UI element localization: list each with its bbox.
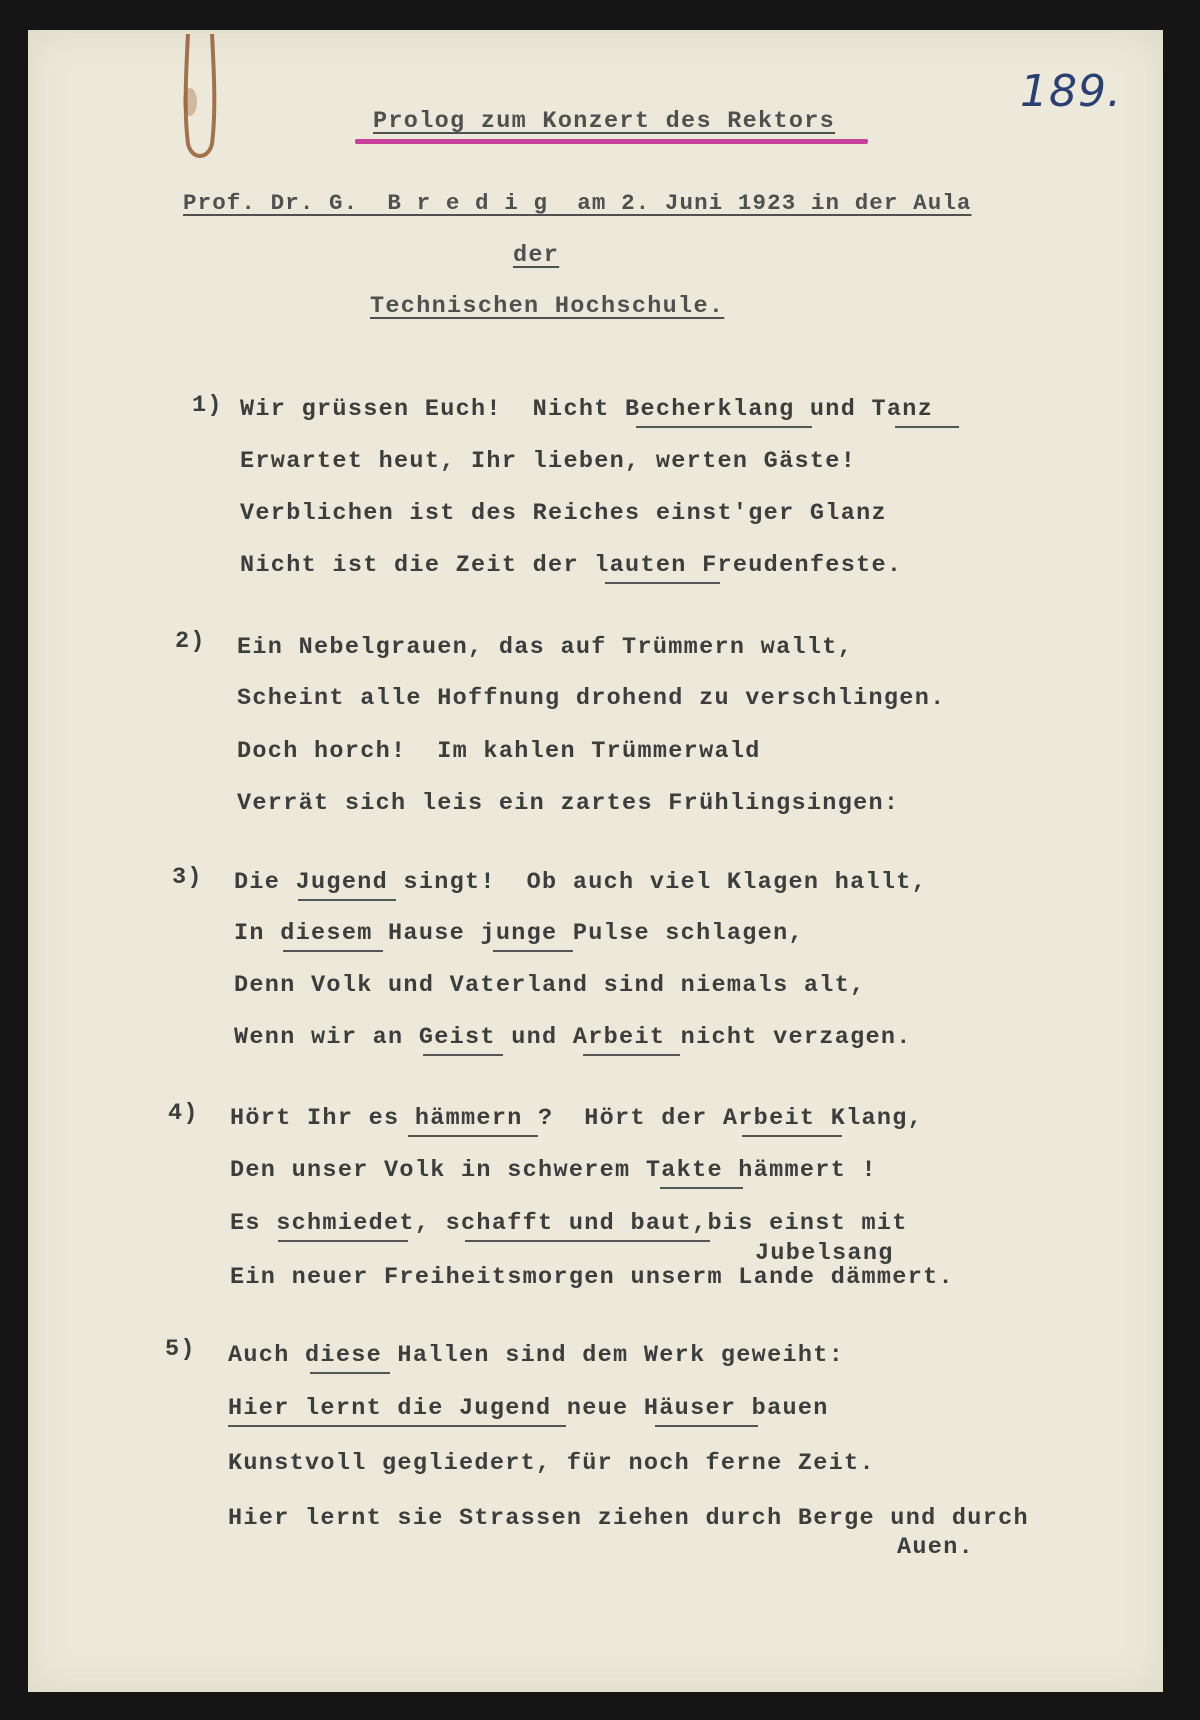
word-underline xyxy=(228,1425,566,1427)
verse-line: Nicht ist die Zeit der lauten Freudenfeste. xyxy=(240,552,903,579)
verse-line: Den unser Volk in schwerem Takte hämmert ! xyxy=(230,1157,877,1184)
word-underline xyxy=(660,1187,743,1189)
word-underline xyxy=(583,1054,680,1056)
verse-line: Doch horch! Im kahlen Trümmerwald xyxy=(237,738,761,765)
word-underline xyxy=(465,1240,710,1242)
verse-interlinear-insert: Jubelsang xyxy=(755,1240,894,1267)
verse-line: Hier lernt sie Strassen ziehen durch Berge und durch xyxy=(228,1505,1029,1532)
verse-line: Verrät sich leis ein zartes Frühlingsingen: xyxy=(237,790,900,817)
verse-line: Hört Ihr es hämmern ? Hört der Arbeit Klang, xyxy=(230,1105,924,1132)
verse-line: Erwartet heut, Ihr lieben, werten Gäste! xyxy=(240,448,857,475)
word-underline xyxy=(636,426,812,428)
verse-line: Wenn wir an Geist und Arbeit nicht verzagen. xyxy=(234,1024,912,1051)
verse-line: Auch diese Hallen sind dem Werk geweiht: xyxy=(228,1342,845,1369)
word-underline xyxy=(298,899,396,901)
page-number: 189. xyxy=(1020,66,1122,117)
verse-line: Es schmiedet, schafft und baut,bis einst mit xyxy=(230,1210,908,1237)
verse-line: Ein neuer Freiheitsmorgen unserm Lande dämmert. xyxy=(230,1264,954,1291)
stanza-number: 3) xyxy=(172,864,203,891)
document-page xyxy=(28,30,1163,1692)
word-underline xyxy=(278,1240,408,1242)
stanza-number: 2) xyxy=(175,628,206,655)
stanza-number: 1) xyxy=(192,392,223,419)
stanza-number: 5) xyxy=(165,1336,196,1363)
verse-line: Wir grüssen Euch! Nicht Becherklang und Tanz xyxy=(240,396,934,423)
word-underline xyxy=(605,582,720,584)
word-underline xyxy=(895,426,959,428)
document-title: Prolog zum Konzert des Rektors xyxy=(373,108,836,135)
verse-line: Scheint alle Hoffnung drohend zu verschlingen. xyxy=(237,685,946,712)
verse-line: Ein Nebelgrauen, das auf Trümmern wallt, xyxy=(237,634,854,661)
stanza-number: 4) xyxy=(168,1100,199,1127)
verse-line: Denn Volk und Vaterland sind niemals alt, xyxy=(234,972,866,999)
verse-line: Auen. xyxy=(897,1534,975,1561)
verse-line: In diesem Hause junge Pulse schlagen, xyxy=(234,920,804,947)
verse-line: Verblichen ist des Reiches einst'ger Glanz xyxy=(240,500,887,527)
title-highlight-bar xyxy=(355,139,868,144)
verse-line: Die Jugend singt! Ob auch viel Klagen hallt, xyxy=(234,869,928,896)
word-underline xyxy=(310,1372,390,1374)
subtitle-institution: Technischen Hochschule. xyxy=(370,293,725,320)
subtitle-der: der xyxy=(513,242,560,269)
verse-line: Hier lernt die Jugend neue Häuser bauen xyxy=(228,1395,829,1422)
word-underline xyxy=(742,1135,842,1137)
subtitle-line: Prof. Dr. G. B r e d i g am 2. Juni 1923 in der Aula xyxy=(183,190,972,216)
word-underline xyxy=(493,950,573,952)
word-underline xyxy=(423,1054,503,1056)
word-underline xyxy=(408,1135,538,1137)
rust-stain-staple-mark xyxy=(180,32,220,162)
word-underline xyxy=(655,1425,758,1427)
verse-line: Kunstvoll gegliedert, für noch ferne Zeit. xyxy=(228,1450,875,1477)
word-underline xyxy=(283,950,383,952)
